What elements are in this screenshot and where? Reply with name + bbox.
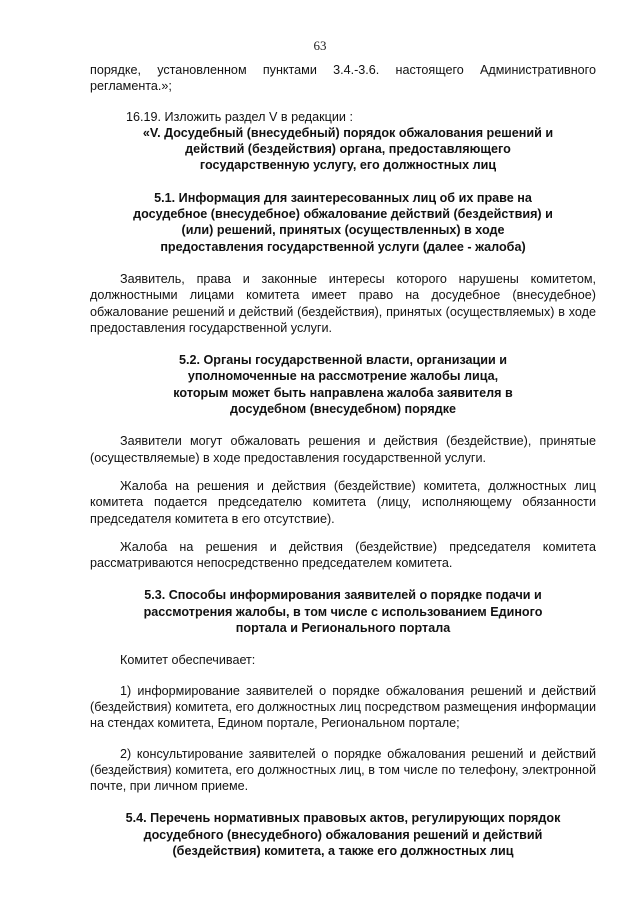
section-5-3-title: 5.3. Способы информирования заявителей о порядке подачи и рассмотрения жалобы, в том числе с использованием Единого портала и Регионального портала <box>143 588 543 636</box>
section-5-3-paragraph-2: 1) информирование заявителей о порядке обжалования решений и действий (бездействия) комитета, его должностных лиц посредством размещения информации на стендах комитета, Едином портале, Региональном портале; <box>90 683 596 731</box>
section-5-2-paragraph-3: Жалоба на решения и действия (бездействие) председателя комитета рассматриваются непосредственно председателем комитета. <box>90 539 596 571</box>
document-body <box>90 62 596 859</box>
section-5-2-paragraph-2: Жалоба на решения и действия (бездействие) комитета, должностных лиц комитета подается председателю комитета (лицу, исполняющему обязанности председателя комитета в его отсутствие). <box>90 478 596 526</box>
section-5-2-paragraph-1: Заявители могут обжаловать решения и действия (бездействие), принятые (осуществляемые) в ходе предоставления государственной услуги. <box>90 434 596 465</box>
section-5-1-paragraph-1: Заявитель, права и законные интересы которого нарушены комитетом, должностными лицами комитета имеет право на досудебное (внесудебное) обжалование решений и действий (бездействия), принятых (осуществляемых) в ходе предоставления государственной услуги. <box>90 271 596 335</box>
section-5-1-title: 5.1. Информация для заинтересованных лиц об их праве на досудебное (внесудебное) обжалование действий (бездействия) и (или) решений, принятых (осуществленных) в ходе предоставления государственной услуги (далее - жалоба) <box>133 190 553 254</box>
page-number: 63 <box>313 38 327 53</box>
section-5-3-paragraph-1: Комитет обеспечивает: <box>120 653 256 668</box>
continuation-paragraph: порядке, установленном пунктами 3.4.-3.6. настоящего Административного регламента.»; <box>90 63 596 94</box>
section-v-title: «V. Досудебный (внесудебный) порядок обжалования решений и действий (бездействия) органа, предоставляющего государственную услугу, его должностных лиц <box>142 125 554 173</box>
section-5-3-paragraph-3: 2) консультирование заявителей о порядке обжалования решений и действий (бездействия) комитета, его должностных лиц, в том числе по телефону, электронной почте, при личном приеме. <box>90 746 596 794</box>
section-5-2-title: 5.2. Органы государственной власти, организации и уполномоченные на рассмотрение жалобы лица, которым может быть направлена жалоба заявителя в досудебном (внесудебном) порядке <box>173 353 513 417</box>
section-5-4-title: 5.4. Перечень нормативных правовых актов, регулирующих порядок досудебного (внесудебного) обжалования решений и действий (бездействия) комитета, а также его должностных лиц <box>125 811 561 858</box>
item-16-19: 16.19. Изложить раздел V в редакции : <box>126 109 353 124</box>
